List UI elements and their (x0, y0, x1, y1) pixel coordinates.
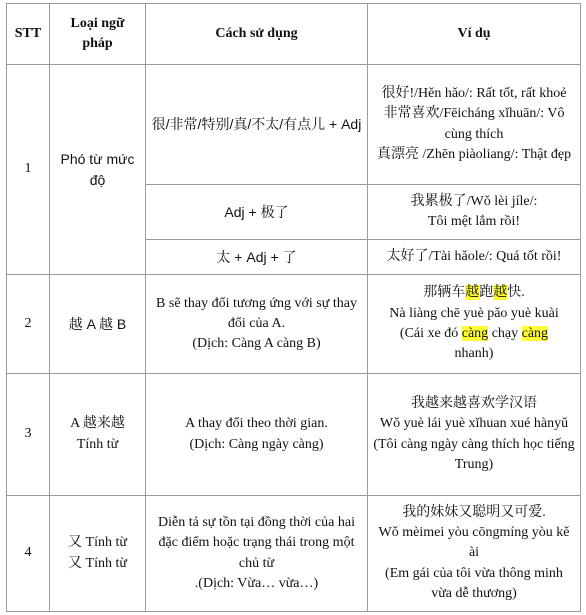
text-part: 跑 (479, 285, 494, 301)
header-type: Loại ngữ pháp (50, 4, 146, 65)
example-line-translation: nhanh) (454, 346, 494, 362)
header-example: Ví dụ (368, 4, 581, 65)
row3-example (368, 374, 581, 496)
text-part: 快. (507, 285, 525, 301)
header-stt: STT (7, 4, 50, 65)
example-line-translation (373, 324, 575, 344)
row3-type (50, 374, 146, 496)
highlighted-text: 越 (465, 285, 480, 301)
row4-usage (146, 496, 368, 612)
row1-stt: 1 (7, 65, 50, 275)
row1-usage-3: 太 + Adj + 了 (146, 240, 368, 275)
type-line: 又 Tính từ (68, 555, 127, 571)
type-line: Tính từ (76, 436, 119, 452)
row4-stt: 4 (7, 496, 50, 612)
example-line: Tôi mệt lắm rồi! (427, 214, 521, 229)
example-line-pinyin: Nà liàng chē yuè pǎo yuè kuài (389, 305, 559, 321)
table-row (7, 496, 581, 612)
type-line: 又 Tính từ (68, 535, 127, 551)
table-row (7, 374, 581, 496)
example-line-hanzi: 我的妹妹又聪明又可爱. (402, 504, 546, 520)
row1-usage-2: Adj + 极了 (146, 185, 368, 240)
text-part: chạy (488, 326, 522, 341)
row2-type: 越 A 越 B (50, 275, 146, 374)
row3-stt: 3 (7, 374, 50, 496)
usage-line: (Dịch: Càng ngày càng) (189, 436, 324, 452)
row2-stt: 2 (7, 275, 50, 374)
example-line: 非常喜欢/Fēicháng xǐhuān/: Vô cùng thích (383, 106, 565, 142)
example-line: 我累极了/Wǒ lèi jíle/: (410, 193, 538, 209)
usage-line: Diễn tả sự tồn tại đồng thời của hai đặc điểm hoặc trạng thái trong một chủ từ (158, 514, 355, 571)
row1-example-3: 太好了/Tài hǎole/: Quá tốt rồi! (368, 240, 581, 275)
example-line-hanzi (373, 283, 575, 303)
usage-line: .(Dịch: Vừa… vừa…) (194, 575, 319, 591)
example-line-pinyin: Wǒ yuè lái yuè xǐhuan xué hànyǔ (379, 416, 569, 432)
row4-type (50, 496, 146, 612)
header-usage: Cách sử dụng (146, 4, 368, 65)
row1-example-1 (368, 65, 581, 185)
usage-line: A thay đổi theo thời gian. (185, 416, 328, 432)
table-row (7, 275, 581, 374)
example-line-pinyin: Wǒ mèimei yòu cōngmíng yòu kě ài (378, 525, 570, 561)
row2-example (368, 275, 581, 374)
highlighted-text: 越 (493, 285, 508, 301)
grammar-table (6, 3, 581, 612)
usage-line: B sẽ thay đổi tương ứng với sự thay đổi của A. (156, 295, 357, 331)
row1-type: Phó từ mức độ (50, 65, 146, 275)
text-part: 那辆车 (423, 285, 466, 301)
usage-line: (Dịch: Càng A càng B) (192, 336, 321, 352)
row3-usage (146, 374, 368, 496)
highlighted-text: càng (461, 326, 489, 341)
example-line-translation: (Tôi càng ngày càng thích học tiếng Trung) (373, 436, 575, 472)
example-line: 真漂亮 /Zhēn piàoliang/: Thật đẹp (376, 146, 572, 162)
text-part: (Cái xe đó (399, 326, 462, 341)
example-line-hanzi: 我越来越喜欢学汉语 (411, 395, 537, 411)
row4-example (368, 496, 581, 612)
row1-example-2 (368, 185, 581, 240)
example-line: 很好!/Hěn hǎo/: Rất tốt, rất khoẻ (381, 85, 567, 101)
row1-usage-1: 很/非常/特别/真/不太/有点儿 + Adj (146, 65, 368, 185)
row2-usage (146, 275, 368, 374)
table-row (7, 65, 581, 185)
example-line-translation: (Em gái của tôi vừa thông minh vừa dễ thương) (385, 565, 563, 601)
header-row (7, 4, 581, 65)
highlighted-text: càng (521, 326, 549, 341)
type-line: A 越来越 (70, 416, 125, 432)
